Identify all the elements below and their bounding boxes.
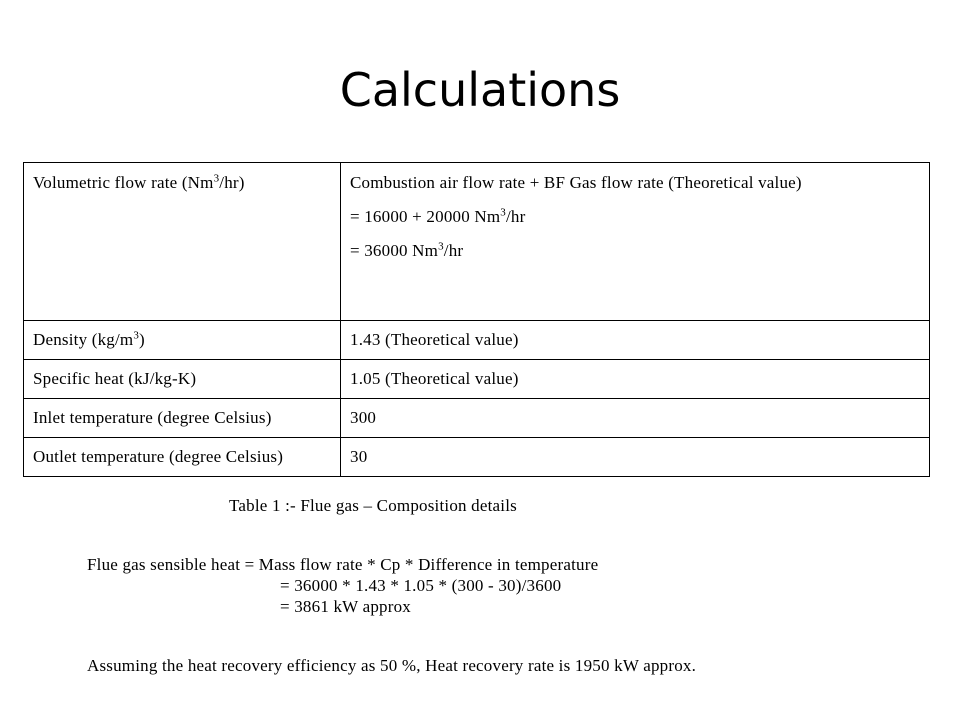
value-line-text: Combustion air flow rate + BF Gas flow rate (Theoretical value)	[350, 173, 802, 192]
equation-line: = 3861 kW approx	[280, 597, 411, 616]
superscript: 3	[133, 329, 140, 342]
table-cell-value	[341, 163, 930, 321]
table-row	[24, 360, 930, 399]
cell-label-suffix: /hr)	[219, 173, 245, 192]
heat-recovery-note: Assuming the heat recovery efficiency as 50 %, Heat recovery rate is 1950 kW approx.	[87, 656, 697, 675]
value-line-text: = 16000 + 20000 Nm	[350, 207, 501, 226]
table-row	[24, 399, 930, 438]
superscript: 3	[500, 206, 506, 219]
table-row	[24, 321, 930, 360]
cell-label-text: Density (kg/m	[33, 330, 134, 349]
value-line	[350, 173, 929, 193]
cell-label-text: Volumetric flow rate (Nm	[33, 173, 214, 192]
table-caption: Table 1 :- Flue gas – Composition details	[229, 496, 517, 515]
table-cell-value: 1.05 (Theoretical value)	[341, 360, 930, 399]
table-cell-value: 300	[341, 399, 930, 438]
value-line-suffix: /hr	[443, 241, 464, 260]
table-cell-label: Inlet temperature (degree Celsius)	[24, 399, 341, 438]
flue-gas-table	[23, 162, 930, 477]
superscript: 3	[438, 240, 444, 253]
superscript: 3	[213, 172, 220, 185]
table-row	[24, 163, 930, 321]
sensible-heat-equation	[87, 554, 598, 617]
table-row	[24, 438, 930, 477]
table-cell-label	[24, 163, 341, 321]
equation-line: = 36000 * 1.43 * 1.05 * (300 - 30)/3600	[280, 576, 562, 595]
value-line-text: = 36000 Nm	[350, 241, 439, 260]
value-line	[350, 207, 929, 227]
value-line-suffix: /hr	[505, 207, 526, 226]
table-cell-label: Specific heat (kJ/kg-K)	[24, 360, 341, 399]
table-cell-label	[24, 321, 341, 360]
equation-line: Flue gas sensible heat = Mass flow rate * Cp * Difference in temperature	[87, 555, 599, 574]
table-cell-value: 1.43 (Theoretical value)	[341, 321, 930, 360]
slide-title: Calculations	[339, 63, 621, 117]
table-cell-value: 30	[341, 438, 930, 477]
value-line	[350, 241, 929, 261]
cell-label-suffix: )	[139, 330, 145, 349]
table-cell-label: Outlet temperature (degree Celsius)	[24, 438, 341, 477]
